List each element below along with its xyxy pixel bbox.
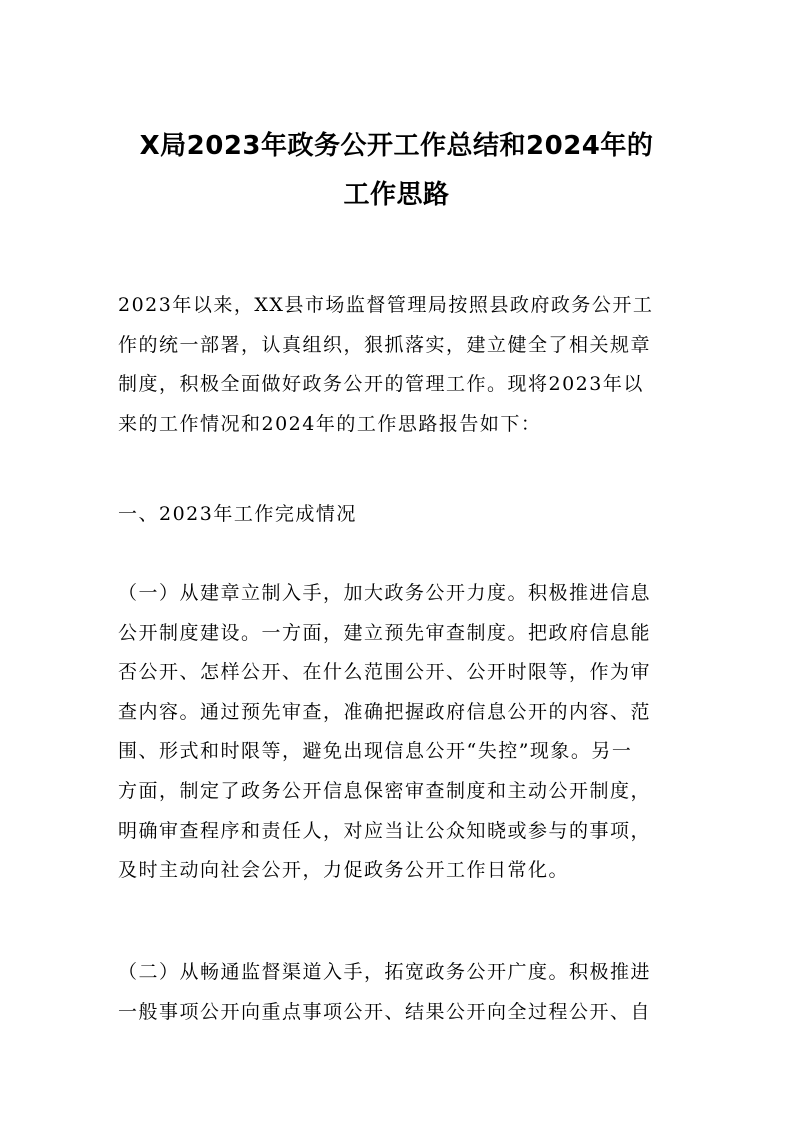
title-line-1: X局2023年政务公开工作总结和2024年的	[139, 131, 654, 161]
section-1-line: 明确审查程序和责任人，对应当让公众知晓或参与的事项，	[118, 819, 652, 842]
section-1-line: （一）从建章立制入手，加大政务公开力度。积极推进信息	[118, 582, 652, 604]
intro-line: 2023年以来，XX县市场监督管理局按照县政府政务公开工	[118, 294, 654, 316]
section-1-line: 公开制度建设。一方面，建立预先审查制度。把政府信息能	[118, 621, 652, 644]
section-1-line: 查内容。通过预先审查，准确把握政府信息公开的内容、范	[118, 700, 652, 723]
intro-line: 制度，积极全面做好政务公开的管理工作。现将2023年以	[118, 373, 644, 396]
section-2-line: （二）从畅通监督渠道入手，拓宽政务公开广度。积极推进	[118, 961, 652, 983]
section-heading: 一、2023年工作完成情况	[118, 503, 357, 525]
section-1-line: 否公开、怎样公开、在什么范围公开、公开时限等，作为审	[118, 661, 652, 684]
section-1-line: 及时主动向社会公开，力促政务公开工作日常化。	[118, 859, 570, 882]
section-2-line: 一般事项公开向重点事项公开、结果公开向全过程公开、自	[118, 1000, 652, 1023]
section-1-line: 围、形式和时限等，避免出现信息公开“失控”现象。另一	[118, 740, 633, 763]
document-title	[100, 122, 693, 220]
section-2-paragraph	[118, 953, 676, 1032]
intro-paragraph	[118, 286, 676, 444]
section-1-paragraph	[118, 574, 676, 891]
intro-line: 来的工作情况和2024年的工作思路报告如下：	[118, 412, 542, 435]
intro-line: 作的统一部署，认真组织，狠抓落实，建立健全了相关规章	[118, 333, 652, 356]
section-1-line: 方面，制定了政务公开信息保密审查制度和主动公开制度，	[118, 779, 652, 802]
title-line-2: 工作思路	[343, 180, 450, 210]
